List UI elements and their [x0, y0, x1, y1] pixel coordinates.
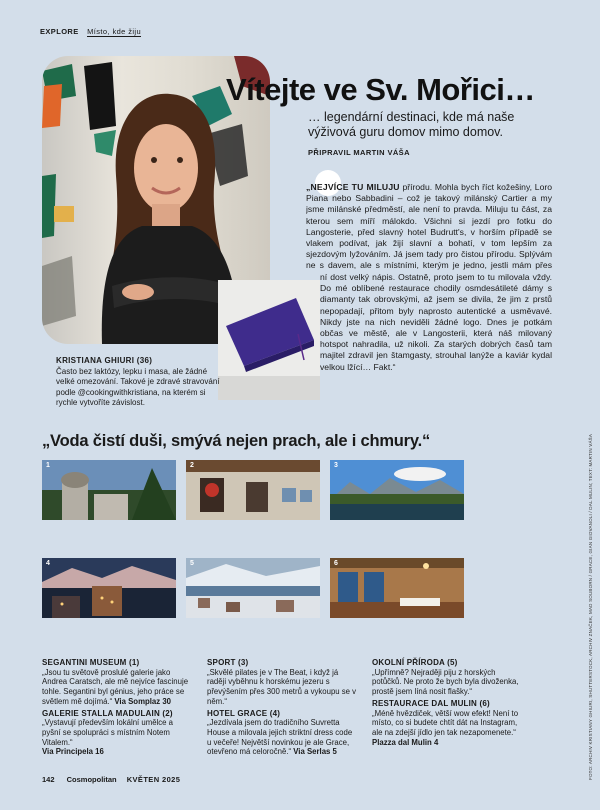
pull-quote: „Voda čistí duši, smývá nejen prach, ale i chmury.“ [42, 432, 431, 450]
photo-tile-4 [42, 558, 176, 618]
tile-number: 1 [46, 462, 50, 469]
article-lead: „NEJVÍCE TU MILUJU [306, 182, 400, 192]
entry-text: „Skvělé pilates je v The Beat, i když já raději vyběhnu k horskému jezeru s převýšením přes 300 metrů a vykoupu se v něm.“ [207, 667, 357, 706]
entry-column-3 [372, 658, 522, 747]
entry-text: „Méně hvězdiček, větší wow efekt! Není to místo, co si budete chtít dát na Instagram, ale na zdejší jídlo jen tak nezapomenete.“ [372, 708, 519, 737]
lake-forest-photo [330, 460, 464, 520]
entry-heading: SEGANTINI MUSEUM (1) [42, 658, 140, 667]
entry-heading: HOTEL GRACE (4) [207, 708, 281, 718]
entry-heading: SPORT (3) [207, 658, 249, 667]
tile-number: 3 [334, 462, 338, 469]
magazine-name: Cosmopolitan [66, 775, 117, 784]
issue-label: KVĚTEN 2025 [126, 775, 181, 784]
entry-column-2 [207, 658, 357, 757]
article-body-text-continued: ní dost velký nápis. Ostatně, proto jsem to tu milovala vždy. Do mé oblíbené restaurace chodily osmdesátileté dámy s diamanty tak obrovskými, až jsem se divila, že jim z prstů nepopadají, přitom byly naprosto autentické a usměvavé. Nikdy jste na nich neviděli žádné logo. Dnes je potkám občas ve městě, ale v Langosterii, která náš milovaný hotspot nahradila, už nikoli. Za starých dobrých časů tam majitel zdravil jen štamgasty, strouhal lanýže a kaviár kydal velkou lžící… Fakt.“ [320, 272, 552, 372]
entry-text: „Jsou tu světově proslulé galerie jako Andrea Caratsch, ale mě nejvíce fascinuje tohle. Segantini byl génius, jeho práce se světlem mě dojímá.“ [42, 667, 189, 706]
tile-number: 6 [334, 560, 338, 567]
page-footer [42, 775, 180, 784]
rubric-label: Místo, kde žiju [87, 27, 142, 36]
portrait-caption [56, 356, 226, 409]
entry-text: „Upřímně? Nejraději piju z horských potůčků. Ne proto že bych byla divoženka, prostě jsem líná nosit flašky.“ [372, 667, 519, 697]
entry-address: Via Somplaz 30 [114, 696, 172, 706]
entry-text: „Jezdívala jsem do tradičního Suvretta House a milovala jejich striktní dress code u večeře! Největší novinkou je ale Grace, otevřeno má celoročně.“ [207, 718, 353, 757]
article-body-continued-text [320, 272, 552, 373]
tile-number: 4 [46, 560, 50, 567]
caption-text: Často bez laktózy, lepku i masa, ale žádné velké omezování. Takové je zdravé stravování podle @cookingwithkristiana, na kterém si rychle vytvoříte závislost. [56, 366, 220, 407]
entry-heading: GALERIE STALLA MADULAIN (2) [42, 708, 173, 718]
byline: PŘIPRAVIL MARTIN VÁŠA [308, 148, 410, 157]
town-dusk-photo [42, 558, 176, 618]
article-deck: … legendární destinaci, kde má naše výživová guru domov mimo domov. [308, 110, 515, 139]
entry-heading: RESTAURACE DAL MULIN (6) [372, 698, 490, 708]
article-body [306, 182, 552, 270]
tile-number: 5 [190, 560, 194, 567]
caption-name: KRISTIANA GHIURI (36) [56, 356, 153, 365]
snowy-town-photo [186, 558, 320, 618]
church-tower-photo [42, 460, 176, 520]
article-body-continued [320, 272, 552, 402]
entry-address: Via Serlas 5 [293, 747, 337, 757]
entry-heading: OKOLNÍ PŘÍRODA (5) [372, 658, 458, 667]
section-label: EXPLORE [40, 27, 79, 36]
photo-tile-1 [42, 460, 176, 520]
page-number: 142 [42, 775, 55, 784]
section-kicker [40, 27, 141, 36]
entry-text: „Vystavují především lokální umělce a pyšní se spolupráci s místním Notem Vitalem.“ [42, 718, 174, 747]
restaurant-interior-photo [330, 558, 464, 618]
cookbook-photo [218, 280, 320, 400]
entry-address: Via Principela 16 [42, 747, 104, 757]
photo-tile-3 [330, 460, 464, 520]
entry-column-1 [42, 658, 192, 757]
photo-tile-2 [186, 460, 320, 520]
cookbook-illustration [218, 280, 320, 400]
photo-tile-5 [186, 558, 320, 618]
gallery-interior-photo [186, 460, 320, 520]
article-body-text: přírodu. Mohla bych říct kožešiny, Loro Piana nebo Sabbadini – což je takový milánský Cartier a my jsme milánské předměstí, ale není to pravda. Miluju tu část, za kterou sem míří málokdo. Všichni si jezdí pro fotku do Langosterie, před slavný hotel Budrutt's, v horším případě se vlakem podívat, jak žijí slavní a bohatí, v tom lepším za sjezdovým lyžováním. Já jsem tady pro čistou přírodu. Splývám ne s davem, ale s místními, kterým je jedno, jestli mám přes [306, 182, 552, 270]
photo-credit: FOTO: ARCHIV KRISTIANY GHIURI, SHUTTERSTOCK, ARCHIV ZNAČEK, MAD SOUBORN / GRACE, GIAN GIOVANOLI / DAL MULIN; TEXT: MARTIN VÁŠA [588, 433, 593, 780]
photo-tile-6 [330, 558, 464, 618]
tile-number: 2 [190, 462, 194, 469]
entry-address: Plazza dal Mulin 4 [372, 737, 439, 747]
page-title: Vítejte ve Sv. Mořici… [226, 72, 535, 107]
